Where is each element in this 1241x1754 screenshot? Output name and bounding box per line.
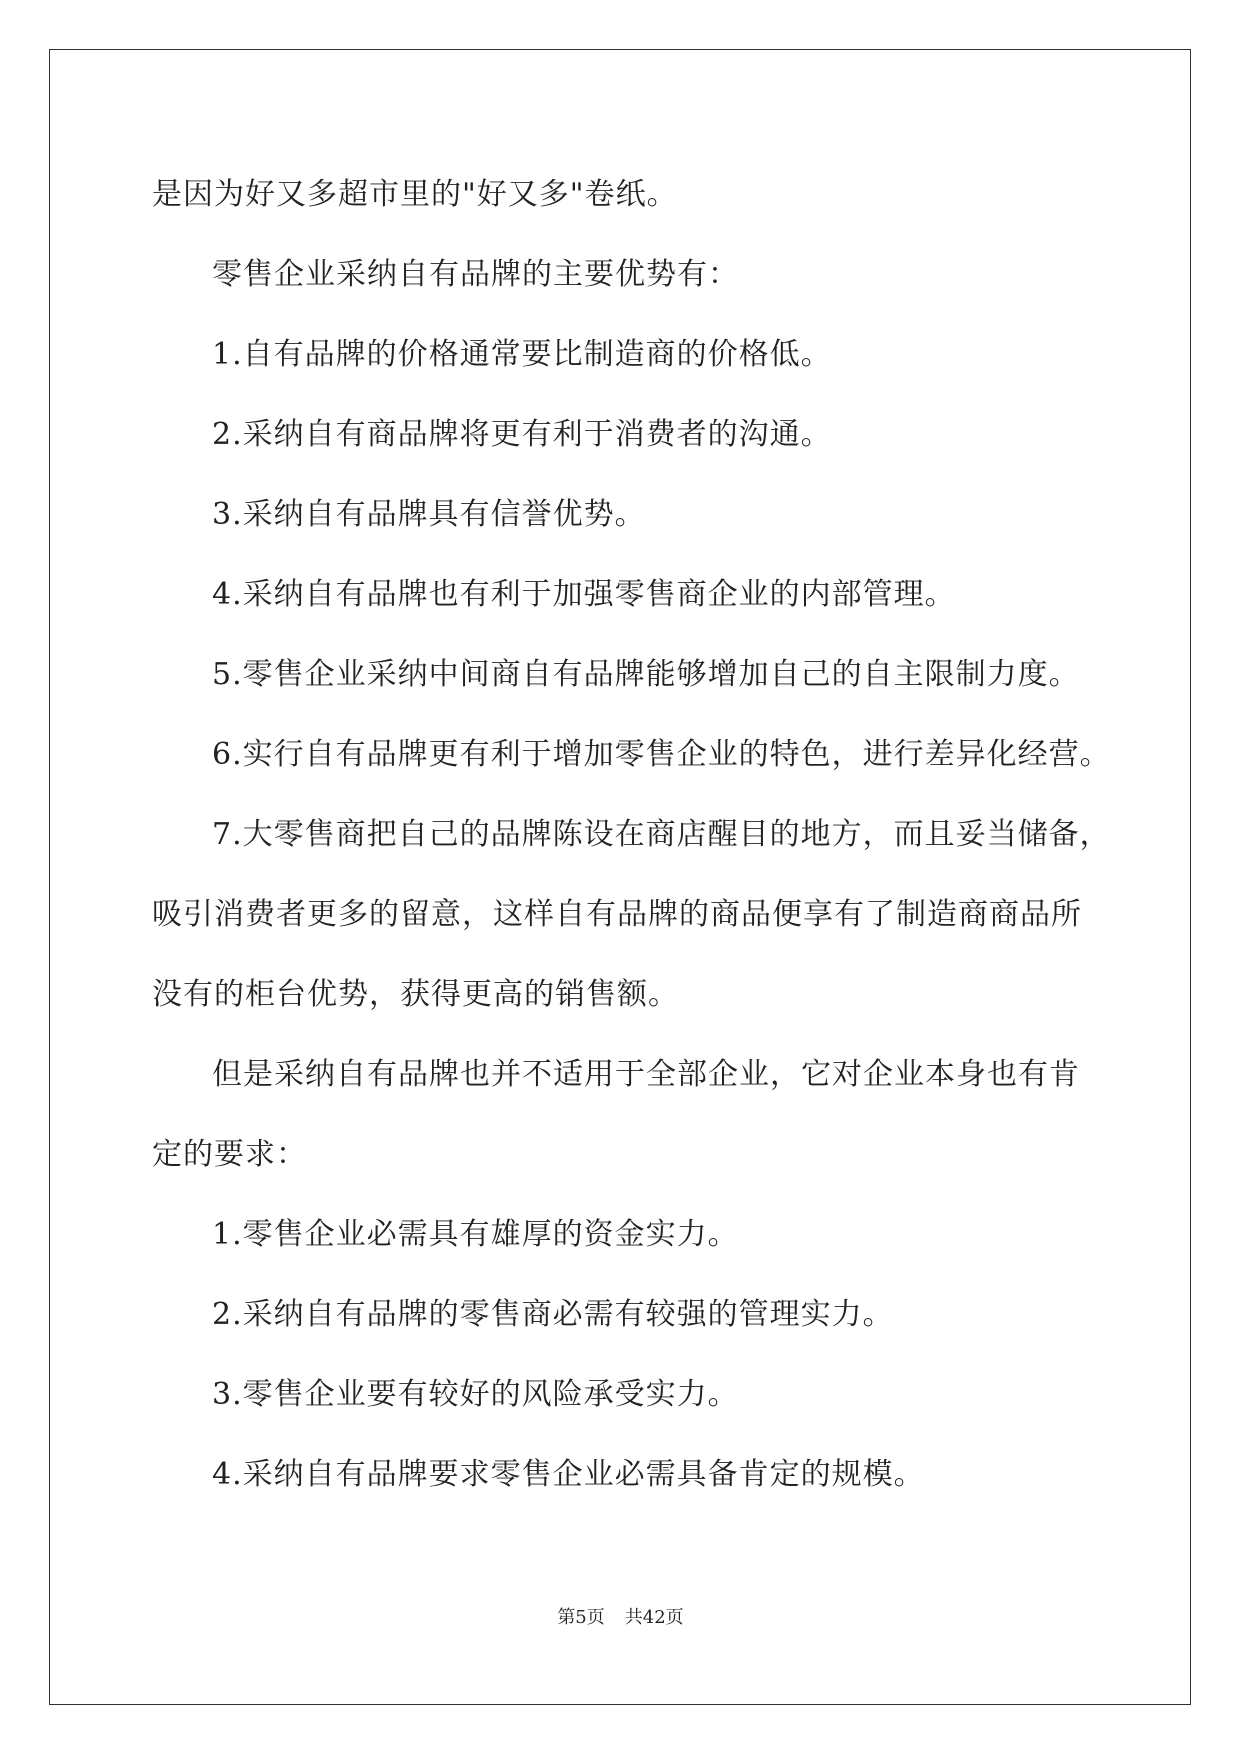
paragraph-line: 但是采纳自有品牌也并不适用于全部企业，它对企业本身也有肯 xyxy=(212,1057,1080,1092)
list-item: 2.采纳自有商品牌将更有利于消费者的沟通。 xyxy=(212,417,832,452)
list-item-line: 没有的柜台优势，获得更高的销售额。 xyxy=(152,977,679,1012)
list-item: 1.自有品牌的价格通常要比制造商的价格低。 xyxy=(212,337,832,372)
list-item-line: 吸引消费者更多的留意，这样自有品牌的商品便享有了制造商商品所 xyxy=(152,897,1082,932)
paragraph: 零售企业采纳自有品牌的主要优势有： xyxy=(212,257,739,292)
list-item: 4.采纳自有品牌要求零售企业必需具备肯定的规模。 xyxy=(212,1457,925,1492)
total-pages: 共42页 xyxy=(624,1607,684,1628)
list-item: 1.零售企业必需具有雄厚的资金实力。 xyxy=(212,1217,739,1252)
current-page-number: 第5页 xyxy=(557,1607,605,1628)
list-item: 2.采纳自有品牌的零售商必需有较强的管理实力。 xyxy=(212,1297,894,1332)
paragraph-line: 定的要求： xyxy=(152,1137,307,1172)
list-item: 4.采纳自有品牌也有利于加强零售商企业的内部管理。 xyxy=(212,577,956,612)
document-body xyxy=(152,155,1111,1515)
list-item: 3.采纳自有品牌具有信誉优势。 xyxy=(212,497,646,532)
list-item-line: 7.大零售商把自己的品牌陈设在商店醒目的地方，而且妥当储备， xyxy=(212,817,1111,852)
list-item: 3.零售企业要有较好的风险承受实力。 xyxy=(212,1377,739,1412)
paragraph: 是因为好又多超市里的"好又多"卷纸。 xyxy=(152,177,678,212)
page-footer xyxy=(0,1603,1241,1629)
list-item: 6.实行自有品牌更有利于增加零售企业的特色，进行差异化经营。 xyxy=(212,737,1111,772)
list-item: 5.零售企业采纳中间商自有品牌能够增加自己的自主限制力度。 xyxy=(212,657,1080,692)
